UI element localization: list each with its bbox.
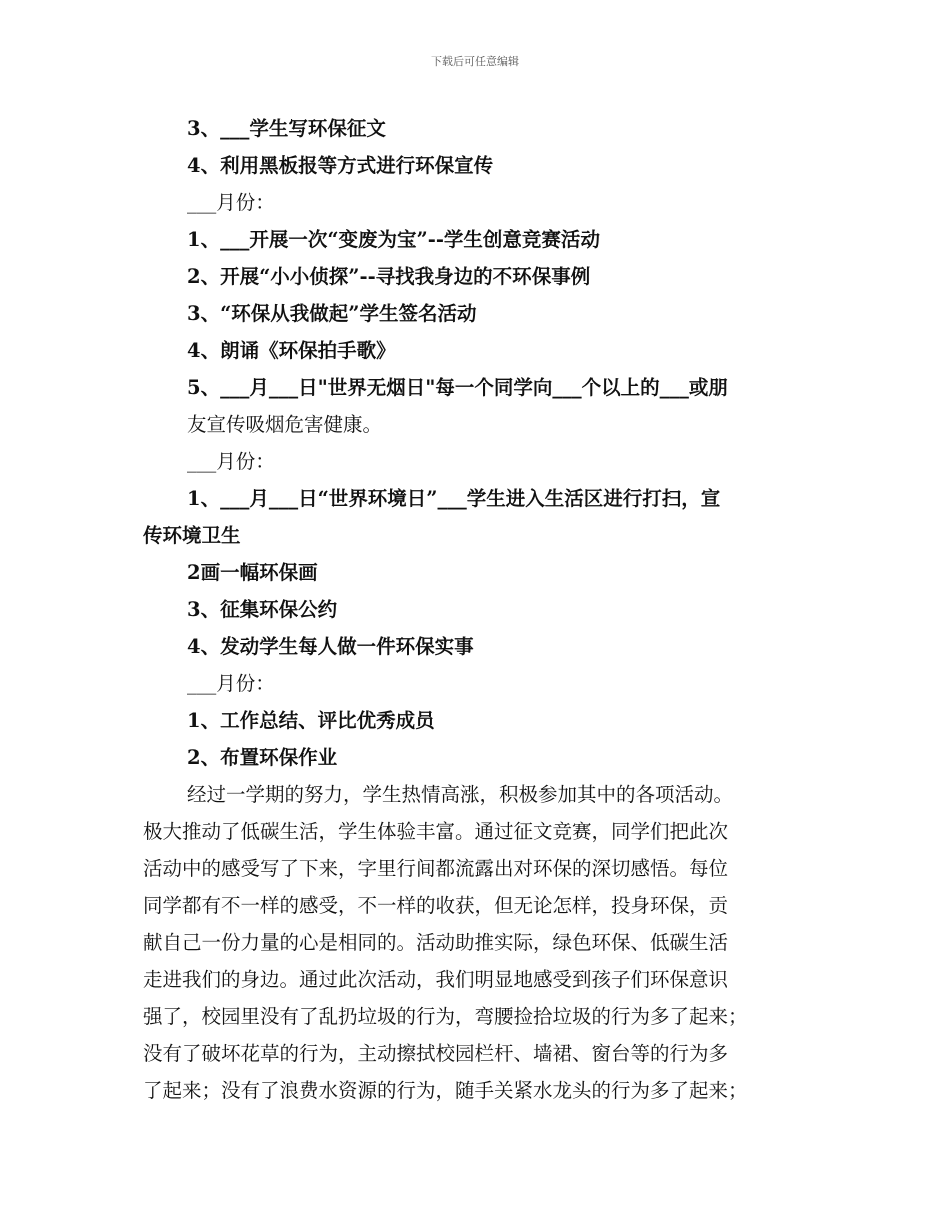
plan-item: 1、___月___日“世界环境日”___学生进入生活区进行打扫，宣 — [187, 487, 721, 510]
plan-item: 3、“环保从我做起”学生签名活动 — [187, 302, 477, 325]
month-heading: ___月份： — [187, 450, 275, 473]
plan-item: 4、利用黑板报等方式进行环保宣传 — [187, 154, 494, 177]
paragraph-line: 极大推动了低碳生活，学生体验丰富。通过征文竞赛，同学们把此次 — [143, 820, 729, 843]
plan-item: 4、发动学生每人做一件环保实事 — [187, 635, 474, 658]
paragraph-line: 活动中的感受写了下来，字里行间都流露出对环保的深切感悟。每位 — [143, 857, 729, 880]
plan-item: 3、征集环保公约 — [187, 598, 338, 621]
paragraph-line: 了起来；没有了浪费水资源的行为，随手关紧水龙头的行为多了起来； — [143, 1079, 748, 1102]
plan-item: 1、工作总结、评比优秀成员 — [187, 709, 435, 732]
paragraph-line: 强了，校园里没有了乱扔垃圾的行为，弯腰捡拾垃圾的行为多了起来； — [143, 1005, 748, 1028]
plan-item: 4、朗诵《环保拍手歌》 — [187, 339, 396, 362]
paragraph-line: 献自己一份力量的心是相同的。活动助推实际，绿色环保、低碳生活 — [143, 931, 729, 954]
plan-item: 1、___开展一次“变废为宝”--学生创意竞赛活动 — [187, 228, 600, 251]
plan-item: 3、___学生写环保征文 — [187, 117, 386, 140]
paragraph-line: 经过一学期的努力，学生热情高涨，积极参加其中的各项活动。 — [187, 783, 734, 806]
plan-item-continuation: 传环境卫生 — [143, 524, 241, 547]
month-heading: ___月份： — [187, 191, 275, 214]
plan-item-continuation: 友宣传吸烟危害健康。 — [187, 413, 383, 436]
month-heading: ___月份： — [187, 672, 275, 695]
paragraph-line: 走进我们的身边。通过此次活动，我们明显地感受到孩子们环保意识 — [143, 968, 729, 991]
plan-item: 2画一幅环保画 — [187, 561, 318, 584]
plan-item: 5、___月___日"世界无烟日"每一个同学向___个以上的___或朋 — [187, 376, 728, 399]
paragraph-line: 没有了破坏花草的行为，主动擦拭校园栏杆、墙裙、窗台等的行为多 — [143, 1042, 729, 1065]
plan-item: 2、布置环保作业 — [187, 746, 338, 769]
summary-paragraph — [143, 776, 823, 1109]
paragraph-line: 同学都有不一样的感受，不一样的收获，但无论怎样，投身环保，贡 — [143, 894, 729, 917]
page-header: 下载后可任意编辑 — [431, 55, 519, 68]
document-body — [143, 110, 823, 1109]
plan-item: 2、开展“小小侦探”--寻找我身边的不环保事例 — [187, 265, 591, 288]
